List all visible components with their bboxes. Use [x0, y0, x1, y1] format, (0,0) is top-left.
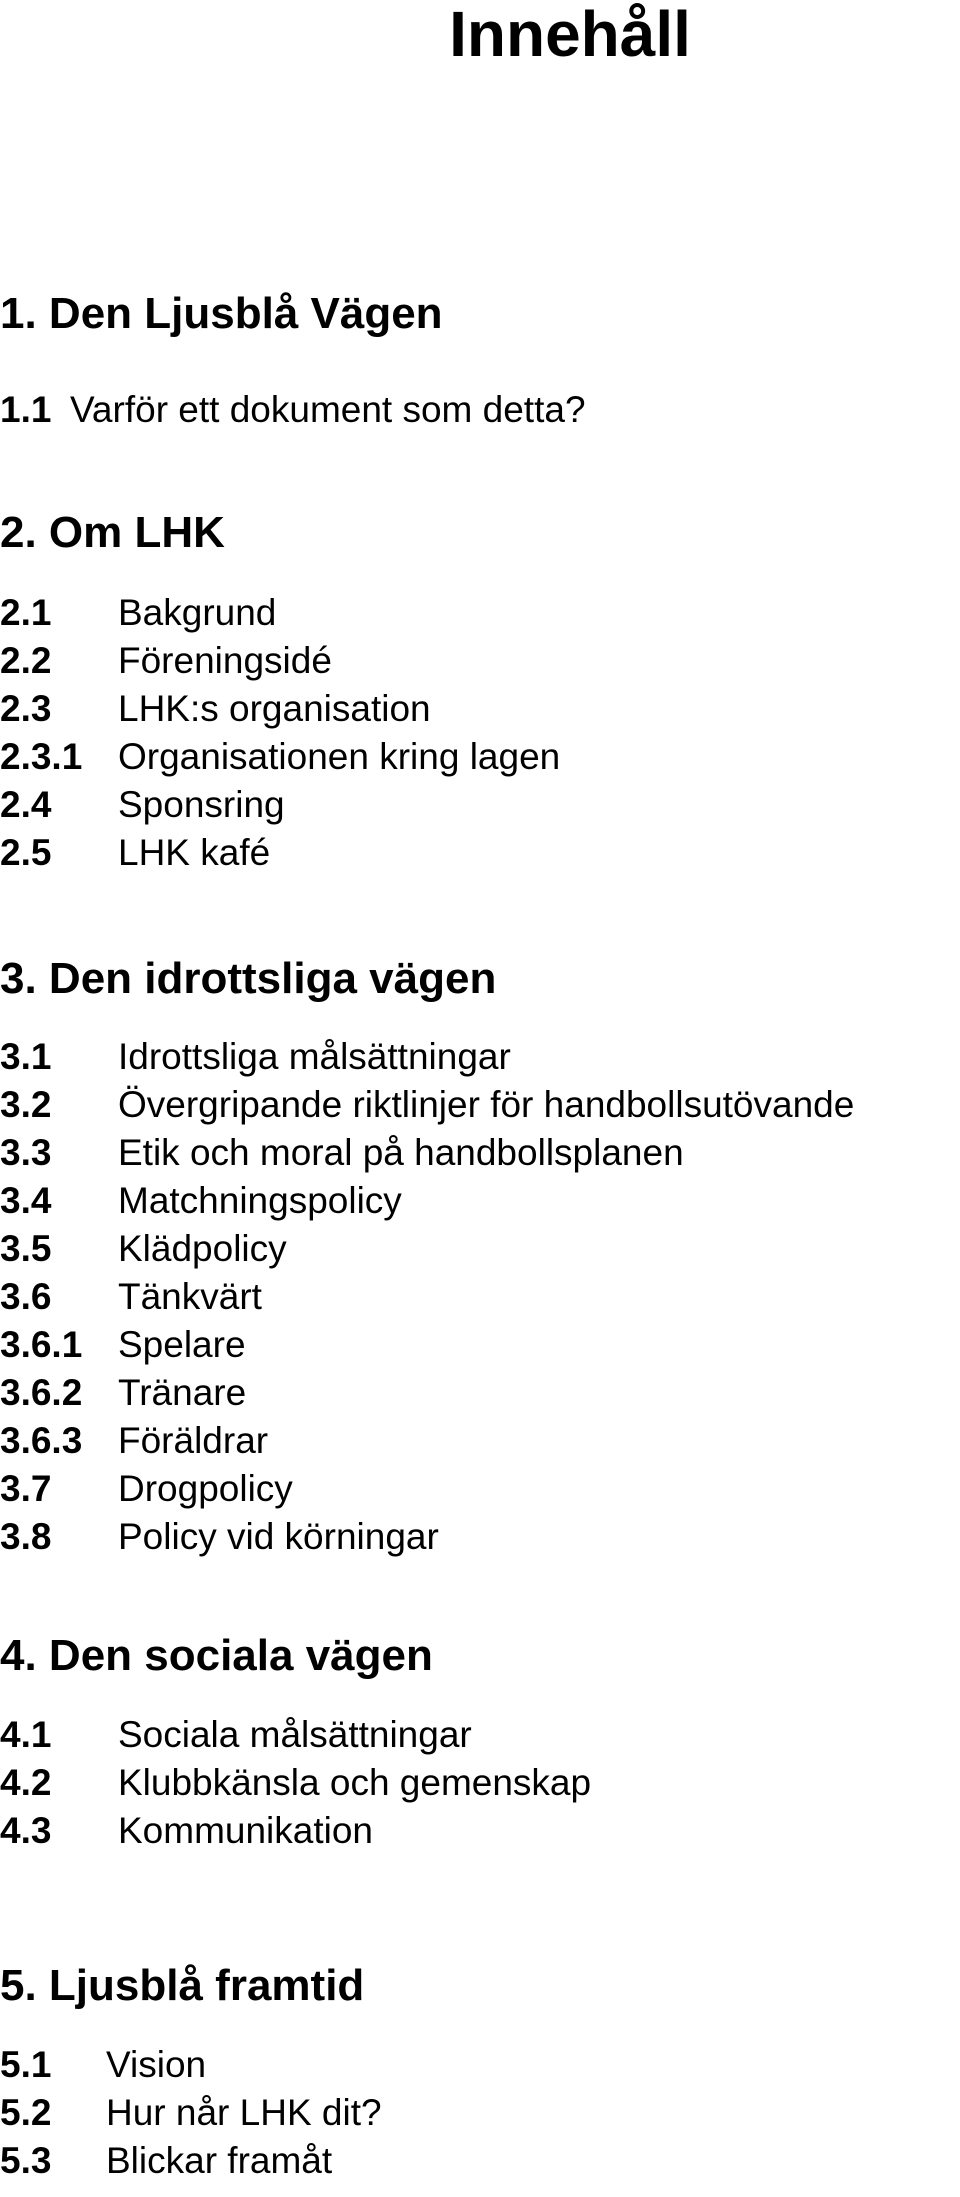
page-title: Innehåll: [449, 0, 691, 70]
toc-item-label: Tränare: [118, 1372, 247, 1413]
section-heading-5: 5. Ljusblå framtid: [0, 1961, 365, 2010]
toc-item-number: 3.4: [0, 1180, 52, 1221]
section-heading-4: 4. Den sociala vägen: [0, 1631, 433, 1680]
toc-item-number: 3.6: [0, 1276, 52, 1317]
toc-item-label: Hur når LHK dit?: [106, 2092, 382, 2133]
section-heading-2: 2. Om LHK: [0, 508, 225, 557]
toc-item-label: Klubbkänsla och gemenskap: [118, 1762, 592, 1803]
toc-item-label: LHK kafé: [118, 832, 271, 873]
toc-item-label: Kommunikation: [118, 1810, 374, 1851]
toc-item-number: 3.7: [0, 1468, 52, 1509]
toc-item-number: 4.2: [0, 1762, 52, 1803]
toc-item-number: 3.2: [0, 1084, 52, 1125]
toc-item-number: 3.5: [0, 1228, 52, 1269]
toc-item-label: Varför ett dokument som detta?: [70, 389, 586, 430]
toc-item-label: Idrottsliga målsättningar: [118, 1036, 511, 1077]
toc-item-label: Sponsring: [118, 784, 285, 825]
toc-item-number: 3.1: [0, 1036, 52, 1077]
toc-item-label: Blickar framåt: [106, 2140, 333, 2181]
toc-item-label: Organisationen kring lagen: [118, 736, 561, 777]
toc-item-number: 2.4: [0, 784, 52, 825]
toc-item-label: Matchningspolicy: [118, 1180, 402, 1221]
toc-item-number: 2.3: [0, 688, 52, 729]
toc-item-number: 2.1: [0, 592, 52, 633]
section-heading-1: 1. Den Ljusblå Vägen: [0, 289, 443, 338]
toc-item-label: Tänkvärt: [118, 1276, 262, 1317]
toc-item-label: Etik och moral på handbollsplanen: [118, 1132, 684, 1173]
toc-item-label: Övergripande riktlinjer för handbollsutövande: [118, 1084, 855, 1125]
section-heading-3: 3. Den idrottsliga vägen: [0, 954, 497, 1003]
toc-item-number: 3.3: [0, 1132, 52, 1173]
toc-item-label: Föräldrar: [118, 1420, 269, 1461]
toc-item-number: 2.3.1: [0, 736, 83, 777]
toc-item-number: 3.8: [0, 1516, 52, 1557]
toc-item-label: Policy vid körningar: [118, 1516, 439, 1557]
toc-item-number: 5.2: [0, 2092, 52, 2133]
toc-item-label: LHK:s organisation: [118, 688, 431, 729]
toc-item-label: Spelare: [118, 1324, 246, 1365]
toc-item-label: Sociala målsättningar: [118, 1714, 472, 1755]
toc-item-number: 4.1: [0, 1714, 52, 1755]
toc-item-number: 2.2: [0, 640, 52, 681]
toc-item-label: Drogpolicy: [118, 1468, 293, 1509]
toc-item-number: 5.1: [0, 2044, 52, 2085]
toc-item-label: Föreningsidé: [118, 640, 332, 681]
toc-item-number: 3.6.2: [0, 1372, 83, 1413]
toc-item-number: 3.6.1: [0, 1324, 83, 1365]
toc-item-label: Klädpolicy: [118, 1228, 287, 1269]
toc-item-number: 1.1: [0, 389, 52, 430]
toc-item-number: 5.3: [0, 2140, 52, 2181]
toc-item-number: 3.6.3: [0, 1420, 83, 1461]
toc-item-label: Vision: [106, 2044, 207, 2085]
toc-item-number: 2.5: [0, 832, 52, 873]
toc-item-label: Bakgrund: [118, 592, 277, 633]
toc-item-number: 4.3: [0, 1810, 52, 1851]
